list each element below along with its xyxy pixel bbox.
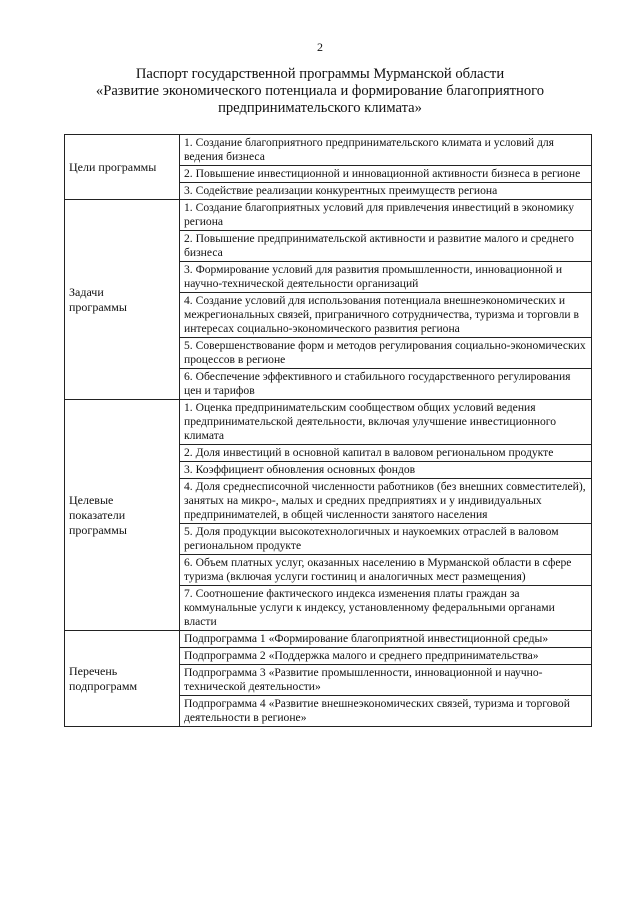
indicator-item-2: 2. Доля инвестиций в основной капитал в валовом региональном продукте (180, 445, 592, 462)
indicator-item-5: 5. Доля продукции высокотехнологичных и наукоемких отраслей в валовом региональном продукте (180, 524, 592, 555)
subprogram-item-4: Подпрограмма 4 «Развитие внешнеэкономических связей, туризма и торговой деятельности в регионе» (180, 696, 592, 727)
indicator-item-6: 6. Объем платных услуг, оказанных населению в Мурманской области в сфере туризма (включая услуги гостиниц и аналогичных мест размещения) (180, 555, 592, 586)
tasks-label-line-2: программы (69, 299, 127, 314)
subprograms-label (65, 631, 180, 727)
indicator-item-7: 7. Соотношение фактического индекса изменения платы граждан за коммунальные услуги к индексу, установленному федеральными органами власти (180, 586, 592, 631)
title-line-3: предпринимательского климата» (218, 100, 422, 116)
subprograms-label-line-2: подпрограмм (69, 678, 138, 693)
tasks-label (65, 200, 180, 400)
subprograms-label-line-1: Перечень (69, 663, 118, 678)
task-item-2: 2. Повышение предпринимательской активности и развитие малого и среднего бизнеса (180, 231, 592, 262)
indicators-label-line-2: показатели (69, 507, 126, 522)
title-line-2: «Развитие экономического потенциала и формирование благоприятного (95, 83, 545, 99)
title-line-1: Паспорт государственной программы Мурманской области (135, 66, 505, 82)
goals-label-line-1: Цели программы (69, 159, 157, 174)
task-item-4: 4. Создание условий для использования потенциала внешнеэкономических и межрегиональных связей, приграничного сотрудничества, туризма и торговли в интересах социально-экономического развития региона (180, 293, 592, 338)
indicators-label (65, 400, 180, 631)
subprograms-row-1 (65, 631, 592, 648)
indicator-item-4: 4. Доля среднесписочной численности работников (без внешних совместителей), занятых на микро-, малых и средних предприятиях и у индивидуальных предпринимателей, в общей численности занятого населения (180, 479, 592, 524)
document-title (40, 66, 600, 117)
goal-item-2: 2. Повышение инвестиционной и инновационной активности бизнеса в регионе (180, 166, 592, 183)
subprogram-item-2: Подпрограмма 2 «Поддержка малого и среднего предпринимательства» (180, 648, 592, 665)
tasks-label-line-1: Задачи (69, 284, 104, 299)
indicators-label-line-3: программы (69, 522, 127, 537)
passport-table (64, 134, 592, 727)
goals-label (65, 135, 180, 200)
subprogram-item-1: Подпрограмма 1 «Формирование благоприятной инвестиционной среды» (180, 631, 592, 648)
indicators-row-1 (65, 400, 592, 445)
page-number: 2 (317, 40, 323, 54)
task-item-6: 6. Обеспечение эффективного и стабильного государственного регулирования цен и тарифов (180, 369, 592, 400)
task-item-1: 1. Создание благоприятных условий для привлечения инвестиций в экономику региона (180, 200, 592, 231)
indicator-item-3: 3. Коэффициент обновления основных фондов (180, 462, 592, 479)
indicator-item-1: 1. Оценка предпринимательским сообществом общих условий ведения предпринимательской деятельности, включая улучшение инвестиционного климата (180, 400, 592, 445)
goal-item-3: 3. Содействие реализации конкурентных преимуществ региона (180, 183, 592, 200)
subprogram-item-3: Подпрограмма 3 «Развитие промышленности, инновационной и научно-технической деятельности» (180, 665, 592, 696)
task-item-5: 5. Совершенствование форм и методов регулирования социально-экономических процессов в регионе (180, 338, 592, 369)
goal-item-1: 1. Создание благоприятного предпринимательского климата и условий для ведения бизнеса (180, 135, 592, 166)
task-item-3: 3. Формирование условий для развития промышленности, инновационной и научно-технической деятельности организаций (180, 262, 592, 293)
indicators-label-line-1: Целевые (69, 492, 114, 507)
goals-row-1 (65, 135, 592, 166)
tasks-row-1 (65, 200, 592, 231)
